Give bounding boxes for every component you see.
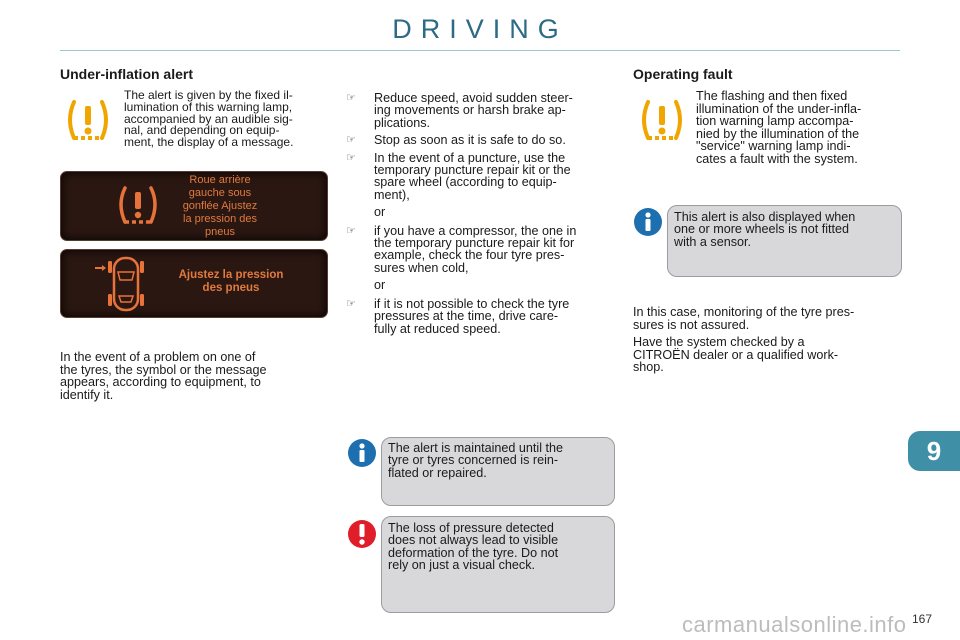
intro-line: lumination of this warning lamp, — [124, 99, 293, 114]
list-item — [346, 152, 614, 202]
note-pressure-loss-text — [388, 522, 607, 572]
note-line: rely on just a visual check. — [388, 558, 535, 573]
chapter-tab[interactable]: 9 — [908, 431, 960, 471]
dealer-line: Have the system checked by a — [633, 335, 805, 349]
header-divider — [60, 50, 900, 51]
display-line: gauche sous — [188, 187, 252, 199]
note-line: does not always lead to visible — [388, 533, 559, 548]
pointing-hand-icon: ☞ — [346, 151, 356, 164]
info-icon — [633, 207, 663, 237]
page-number: 167 — [912, 612, 933, 626]
dealer-line: CITROËN dealer or a qualified work- — [633, 347, 839, 362]
intro-line: accompanied by an audible sig- — [124, 111, 293, 126]
intro-line: ment, the display of a message. — [124, 135, 294, 150]
problem-line: appears, according to equipment, to — [60, 375, 261, 390]
display-line: Ajustez la pression — [178, 269, 284, 281]
monitoring-line: sures is not assured. — [633, 317, 750, 332]
display-line: des pneus — [202, 282, 260, 294]
or-connector: or — [374, 205, 386, 220]
dashboard-display-adjust-pressure — [60, 249, 328, 318]
bullet-line: spare wheel (according to equip- — [374, 175, 557, 190]
note-line: This alert is also displayed when — [674, 210, 856, 224]
dealer-line: shop. — [633, 360, 664, 375]
display-line: gonflée Ajustez — [182, 200, 258, 212]
tyre-pressure-display-icon — [113, 182, 163, 230]
pointing-hand-icon: ☞ — [346, 224, 356, 237]
car-tyre-diagram-icon — [91, 256, 159, 312]
exclamation-warning-icon — [347, 519, 377, 549]
note-line: with a sensor. — [674, 234, 752, 249]
note-line: The alert is maintained until the — [388, 441, 564, 455]
bullet-line: ment), — [374, 187, 410, 202]
or-connector: or — [374, 278, 386, 293]
display-message-adjust-pressure — [165, 269, 297, 295]
bullet-line: if it is not possible to check the tyre — [374, 296, 570, 311]
display-line: Roue arrière — [189, 174, 251, 186]
bullet-line: sures when cold, — [374, 260, 469, 275]
intro-line: illumination of the under-infla- — [696, 101, 862, 116]
page-title: DRIVING — [392, 14, 568, 44]
list-item — [346, 298, 614, 335]
note-line: deformation of the tyre. Do not — [388, 545, 559, 560]
intro-line: nal, and depending on equip- — [124, 123, 280, 138]
bullet-line: plications. — [374, 115, 431, 130]
list-item — [346, 92, 614, 129]
dealer-paragraph — [633, 336, 900, 374]
bullet-line: ing movements or harsh brake ap- — [374, 103, 566, 118]
intro-line: The flashing and then fixed — [696, 89, 848, 103]
problem-line: In the event of a problem on one of — [60, 350, 256, 364]
bullet-line: fully at reduced speed. — [374, 321, 501, 336]
display-message-rear-left — [165, 174, 275, 239]
bullet-line: if you have a compressor, the one in — [374, 223, 577, 238]
problem-paragraph — [60, 351, 322, 401]
monitoring-paragraph — [633, 306, 900, 331]
under-inflation-intro — [124, 90, 327, 149]
operating-fault-intro — [696, 90, 900, 166]
tyre-pressure-warning-icon — [60, 94, 116, 146]
monitoring-line: In this case, monitoring of the tyre pres- — [633, 305, 855, 319]
bullet-line: temporary puncture repair kit or the — [374, 163, 571, 178]
problem-line: identify it. — [60, 387, 114, 402]
list-item — [346, 134, 614, 146]
note-line: one or more wheels is not fitted — [674, 222, 850, 237]
note-line: flated or repaired. — [388, 465, 487, 480]
note-sensor-not-fitted-text — [674, 211, 895, 248]
bullet-line: pressures at the time, drive care- — [374, 309, 559, 324]
pointing-hand-icon: ☞ — [346, 92, 356, 104]
dashboard-display-rear-left — [60, 171, 328, 241]
pointing-hand-icon: ☞ — [346, 297, 356, 310]
section-heading-operating-fault: Operating fault — [633, 66, 733, 82]
info-icon — [347, 438, 377, 468]
display-line: pneus — [205, 226, 235, 238]
display-line: la pression des — [183, 213, 257, 225]
pointing-hand-icon: ☞ — [346, 134, 356, 147]
note-line: The loss of pressure detected — [388, 521, 554, 535]
intro-line: tion warning lamp accompa- — [696, 114, 854, 129]
section-heading-under-inflation: Under-inflation alert — [60, 66, 194, 82]
instructions-list — [346, 92, 614, 340]
bullet-line: the temporary puncture repair kit for — [374, 236, 575, 251]
tyre-pressure-warning-icon — [634, 94, 690, 146]
bullet-line: example, check the four tyre pres- — [374, 248, 565, 263]
watermark: carmanualsonline.info — [682, 612, 907, 637]
note-line: tyre or tyres concerned is rein- — [388, 453, 559, 468]
intro-line: The alert is given by the fixed il- — [124, 88, 293, 102]
list-item — [346, 225, 614, 275]
intro-line: "service" warning lamp indi- — [696, 139, 851, 154]
note-alert-maintained-text — [388, 442, 607, 479]
intro-line: nied by the illumination of the — [696, 126, 860, 141]
bullet-line: In the event of a puncture, use the — [374, 150, 566, 165]
problem-line: the tyres, the symbol or the message — [60, 362, 267, 377]
bullet-line: Stop as soon as it is safe to do so. — [374, 133, 566, 148]
intro-line: cates a fault with the system. — [696, 151, 858, 166]
bullet-line: Reduce speed, avoid sudden steer- — [374, 91, 573, 105]
